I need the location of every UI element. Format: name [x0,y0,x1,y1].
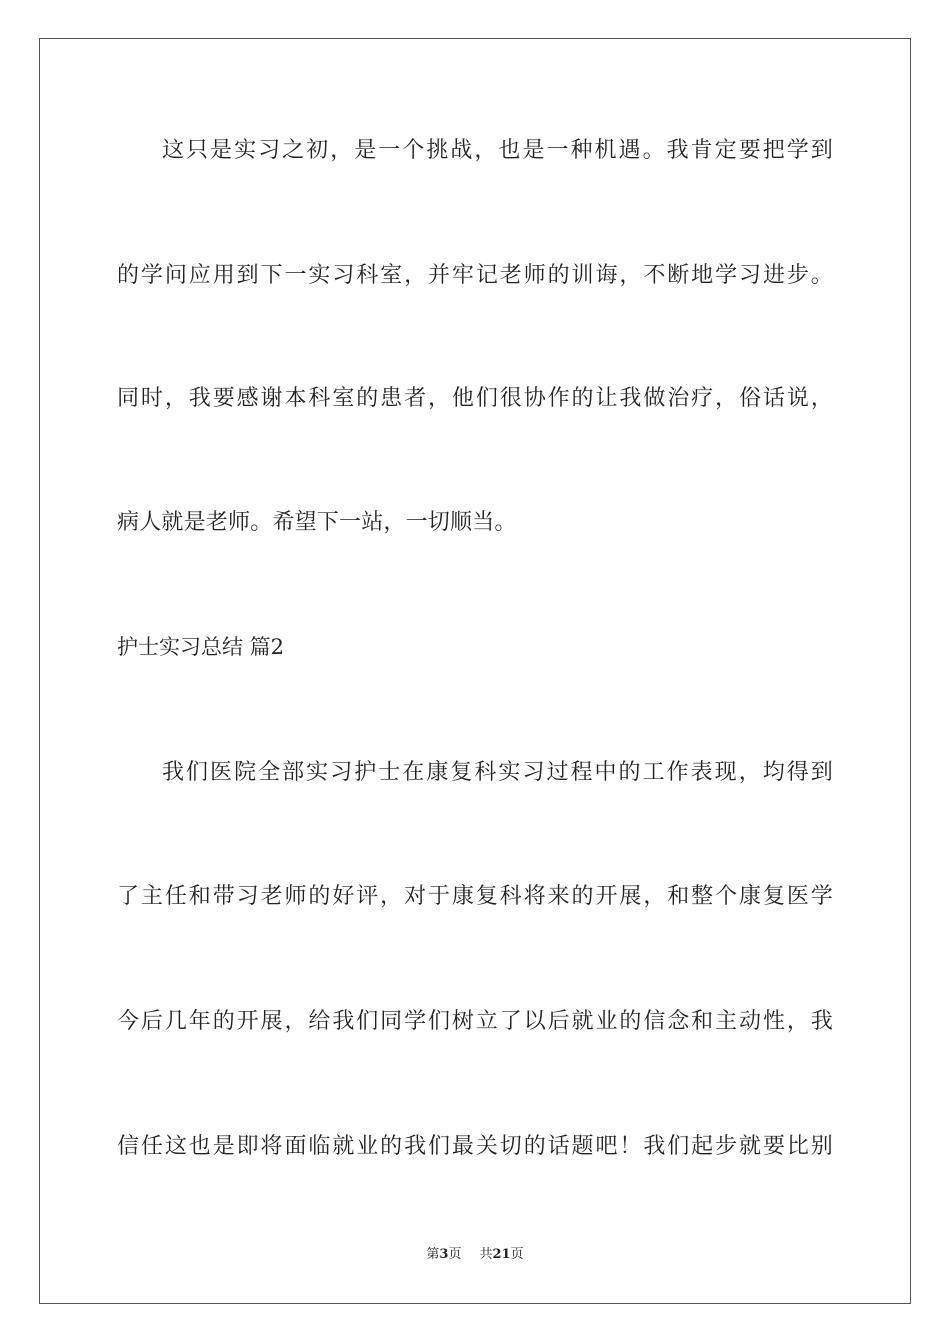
footer-page-prefix: 第 [426,1247,440,1262]
paragraph-1-line-3: 同时，我要感谢本科室的患者，他们很协作的让我做治疗，俗话说， [117,386,833,411]
footer-page-number: 3 [439,1247,449,1262]
section-heading: 护士实习总结 篇2 [117,635,285,659]
paragraph-1-line-1: 这只是实习之初，是一个挑战，也是一种机遇。我肯定要把学到 [162,138,833,163]
footer-page-suffix: 页 [448,1247,462,1262]
page-footer [0,1246,950,1264]
footer-total-suffix: 页 [510,1247,524,1262]
paragraph-1-line-4: 病人就是老师。希望下一站，一切顺当。 [117,510,517,535]
footer-total-number: 21 [492,1247,511,1262]
paragraph-2-line-4: 信任这也是即将面临就业的我们最关切的话题吧！我们起步就要比别 [117,1134,833,1159]
footer-total-prefix: 共 [479,1247,493,1262]
paragraph-2-line-2: 了主任和带习老师的好评，对于康复科将来的开展，和整个康复医学 [117,884,833,909]
page-frame [39,38,911,1304]
paragraph-2-line-3: 今后几年的开展，给我们同学们树立了以后就业的信念和主动性，我 [117,1009,833,1034]
paragraph-1-line-2: 的学问应用到下一实习科室，并牢记老师的训诲，不断地学习进步。 [117,263,833,288]
paragraph-2-line-1: 我们医院全部实习护士在康复科实习过程中的工作表现，均得到 [162,760,833,785]
